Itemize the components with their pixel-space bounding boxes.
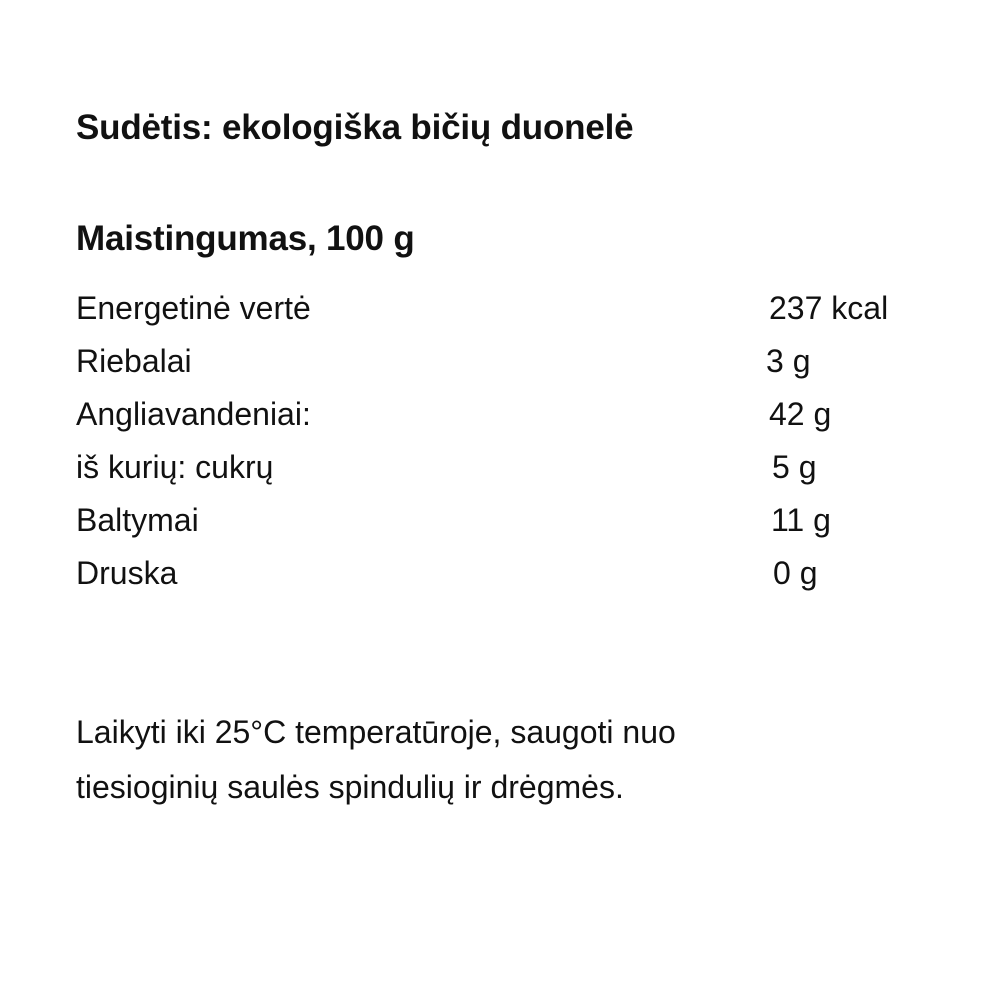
fat-label: Riebalai (76, 343, 192, 379)
nutrition-row-protein (76, 498, 936, 551)
storage-line-1: Laikyti iki 25°C temperatūroje, saugoti nuo (76, 714, 676, 750)
nutrition-row-salt (76, 551, 936, 604)
sugars-value: 5 g (772, 449, 817, 485)
nutrition-row-carbohydrates (76, 392, 936, 445)
composition-heading: Sudėtis: ekologiška bičių duonelė (76, 108, 634, 147)
nutrition-heading: Maistingumas, 100 g (76, 219, 415, 258)
protein-value: 11 g (771, 502, 831, 538)
carbohydrates-value: 42 g (769, 396, 832, 432)
salt-label: Druska (76, 555, 178, 591)
nutrition-row-fat (76, 339, 936, 392)
nutrition-row-sugars (76, 445, 936, 498)
protein-label: Baltymai (76, 502, 199, 538)
nutrition-table (76, 286, 936, 604)
storage-line-2: tiesioginių saulės spindulių ir drėgmės. (76, 769, 624, 805)
sugars-label: iš kurių: cukrų (76, 449, 274, 485)
storage-instructions (76, 705, 936, 815)
energy-value: 237 kcal (769, 290, 889, 326)
fat-value: 3 g (766, 343, 811, 379)
nutrition-row-energy (76, 286, 936, 339)
carbohydrates-label: Angliavandeniai: (76, 396, 311, 432)
energy-label: Energetinė vertė (76, 290, 311, 326)
salt-value: 0 g (773, 555, 818, 591)
